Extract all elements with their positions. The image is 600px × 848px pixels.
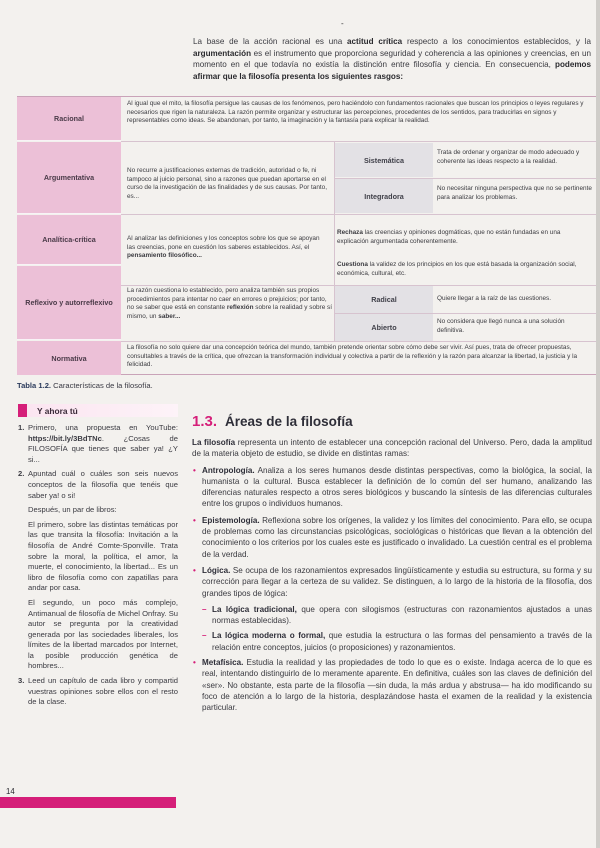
activity-2-book-1: El primero, sobre las distintas temáticas por las que transita la filosofía: Invitación a la filosofía de André Comte-Sponville. Trata sobre la moral, la política, el amor, la muerte, el conocimiento, la libertad... Es un libro de filosofía como con zapatillas para andar por casa. (28, 519, 178, 593)
sidebar-header (18, 404, 178, 417)
sub-label-sistematica: Sistemática (335, 143, 433, 177)
cell-bold: reflexión (226, 304, 254, 312)
row-text-analitica (127, 235, 327, 267)
sub-label-abierto: Abierto (335, 314, 433, 341)
col-divider (334, 142, 335, 214)
cell-text: Al analizar las definiciones y los conceptos sobre los que se apoyan las creencias, pone en cuestión los saberes establecidos. Así, el (127, 235, 320, 251)
sub-text-integradora: No necesitar ninguna perspectiva que no se pertinente para analizar los problemas. (437, 185, 592, 201)
term: La lógica tradicional, (212, 604, 297, 614)
intro-paragraph (193, 36, 591, 82)
activity-3 (18, 676, 178, 708)
activity-text: . ¿Cosas de FILOSOFÍA que tienes que saber ya! ¿Y si... (28, 433, 178, 464)
area-logica (192, 565, 592, 599)
term: Lógica. (202, 565, 231, 575)
row-label-analitica: Analítica-crítica (17, 215, 121, 265)
activity-number: 1. (18, 423, 25, 432)
area-metafisica (192, 657, 592, 713)
row-text-reflexivo (127, 287, 332, 339)
term: La filosofía (192, 438, 236, 447)
caption-label: Tabla 1.2. (17, 381, 52, 390)
logic-traditional (192, 604, 592, 627)
footer-accent-bar (0, 797, 176, 808)
header-mark: - (341, 19, 344, 28)
activity-2-books-intro: Después, un par de libros: (28, 505, 117, 515)
activity-link[interactable]: https://bit.ly/3BdTNc (28, 433, 102, 443)
col-divider (334, 286, 335, 341)
row-divider (121, 341, 597, 342)
caption-text: Características de la filosofía. (51, 381, 153, 390)
sub-label-radical: Radical (335, 286, 433, 313)
cell-text: las creencias y opiniones dogmáticas, que no están fundadas en una explicación argumentada coherentemente. (337, 229, 561, 245)
intro-text: es el instrumento que proporciona seguridad y coherencia a las opiniones y creencias, en un momento en el que todavía no existía la distinción entre filosofía y ciencia. En consecuencia, (193, 48, 591, 69)
body-text: que opera con silogismos (estructuras con razonamientos ajustados a unas normas establecidas). (212, 604, 592, 626)
row-text-normativa: La filosofía no solo quiere dar una concepción teórica del mundo, también pretende orientar sobre cómo debe ser vivir. Así pues, trata de ofrecer propuestas, consultables a través de la crítica, que ofrezcan la transformación individual y colectiva a partir de la reflexión y la razón para alcanzar la libertad, la justicia y la felicidad. (127, 344, 578, 369)
row-text-argumentativa: No recurre a justificaciones externas de tradición, autoridad o fe, ni tampoco al juicio personal, sino a razones que puedan aportarse en el curso de la investigación de las finalidades y de sus causas. Por tanto, es... (127, 167, 327, 200)
sidebar-title: Y ahora tú (37, 405, 78, 416)
activity-sidebar (18, 404, 178, 712)
intro-bold: actitud crítica (347, 37, 403, 46)
body-text: representa un intento de establecer una concepción racional del Universo. Pero, dada la amplitud de la materia objeto de estudio, se divide en distintas ramas: (192, 438, 592, 459)
main-text (192, 437, 592, 719)
table-caption (17, 381, 153, 390)
body-text: Reflexiona sobre los orígenes, la validez y los límites del conocimiento. Para ello, se ocupa de problemas como las circunstancias psicológicas, sociológicas o históricas que llevan a la obtención del conocimiento o los criterios por los cuales este es justificado o invalidado. La cuestión central es el problema de la verdad. (202, 515, 592, 559)
square-bullet-icon (18, 404, 27, 417)
term: Epistemología. (202, 515, 260, 525)
logic-modern (192, 630, 592, 653)
cell-bold: saber... (158, 312, 181, 320)
row-label-argumentativa: Argumentativa (17, 142, 121, 214)
cell-text: la validez de los principios en los que está basada la organización social, económica, cultural, etc. (337, 261, 577, 277)
term: Antropología. (202, 465, 255, 475)
activity-2 (18, 469, 178, 501)
term: La lógica moderna o formal, (212, 631, 326, 641)
activity-text: Leed un capítulo de cada libro y compartid vuestras opiniones sobre ellos con el resto de la clase. (28, 676, 178, 707)
row-divider (121, 141, 597, 142)
sub-text-abierto: No considera que llegó nunca a una solución definitiva. (437, 318, 565, 334)
row-label-normativa: Normativa (17, 341, 121, 375)
page-edge-shadow (596, 0, 600, 848)
intro-bold: argumentación (193, 48, 252, 58)
sub-text-radical: Quiere llegar a la raíz de las cuestiones. (437, 295, 552, 302)
body-text: que estudia la estructura o las formas del pensamiento a través de la relación entre conceptos, juicios (o proposiciones) y razonamientos. (212, 631, 592, 652)
page-number: 14 (6, 787, 15, 796)
cell-bold: pensamiento filosófico... (127, 252, 202, 260)
section-heading (192, 413, 353, 430)
activity-1 (18, 423, 178, 465)
term: Metafísica. (202, 658, 244, 668)
activity-text: Primero, una propuesta en YouTube: (28, 423, 178, 432)
cell-bold: Rechaza (337, 229, 363, 236)
cell-text: La razón cuestiona lo establecido, pero analiza también sus propios procedimientos para intentar no caer en errores o prejuicios; por tanto, no se saber que está en constante (127, 287, 327, 312)
cell-bold: Cuestiona (337, 261, 368, 268)
intro-bold: podemos afirmar que la filosofía presenta los siguientes rasgos: (193, 60, 591, 81)
sub-label-integradora: Integradora (335, 179, 433, 213)
activity-number: 3. (18, 676, 25, 686)
sub-text-rechaza (337, 229, 593, 247)
body-text: Analiza a los seres humanos desde distintas perspectivas, como la biológica, la social, la humanista o la cultural. Busca establecer la definición de lo común del ser humano, analizando las diferencias naturales respecto a otros seres biológicos y buscando la síntesis de las diferencias culturales entre los grupos o individuos humanos. (202, 465, 592, 509)
characteristics-table (17, 96, 597, 375)
activity-text: Apuntad cuál o cuáles son seis nuevos conceptos de la filosofía que tenéis que saber ya! o si! (28, 469, 178, 500)
area-antropologia (192, 465, 592, 510)
row-label-racional: Racional (17, 97, 121, 141)
main-intro (192, 437, 592, 460)
section-number: 1.3. (192, 413, 218, 430)
area-epistemologia (192, 515, 592, 560)
body-text: Estudia la realidad y las propiedades de todo lo que es o existe. Indaga acerca de lo que es real, intentando distinguirlo de lo meramente aparente. En definitiva, cuáles son las claves de definición del «ser». No obstante, esta parte de la filosofía —sin duda, la más ardua y abstrusa— ha ido modificando su foco de atención a lo largo de la historia, desplazándose hasta el examen de la realidad y la existencia particular. (202, 658, 592, 713)
section-title: Áreas de la filosofía (225, 414, 353, 429)
sidebar-body (18, 423, 178, 708)
row-text-racional: Al igual que el mito, la filosofía persigue las causas de los fenómenos, pero haciéndolo con fundamentos racionales que buscan los principios o leyes regulares y necesarios que rigen la naturaleza. La razón permite organizar y estructurar las percepciones, procedentes de los sentidos, para traducirlas en signos y representables como ideas. Se abandonan, por tanto, la imaginación y la fantasía para explicar la realidad. (127, 100, 584, 125)
intro-text: La base de la acción racional es una (193, 37, 348, 46)
sub-text-sistematica: Trata de ordenar y organizar de modo adecuado y coherente las ideas respecto a la realidad. (437, 149, 580, 165)
row-label-reflexivo: Reflexivo y autorreflexivo (17, 266, 121, 340)
body-text: Se ocupa de los razonamientos expresados lingüísticamente y estudia su estructura, su forma y su corrección para llegar a la certeza de su validez. Se distinguen, a lo largo de la historia de la filosofía, dos grandes tipos de lógica: (202, 565, 592, 598)
intro-text: respecto a los conocimientos establecidos, y la (402, 37, 591, 46)
col-divider (334, 215, 335, 285)
activity-2-book-2: El segundo, un poco más complejo, Antimanual de filosofía de Michel Onfray. Su autor se pregunta por la creatividad generada por las sociedades liberales, los límites de la libertad marcados por Internet, la posible producción genética de hombres... (28, 597, 178, 671)
activity-number: 2. (18, 469, 25, 479)
sub-text-cuestiona (337, 261, 593, 279)
cell-text: sobre la realidad y sobre sí mismo, un (127, 304, 332, 320)
row-divider (121, 214, 597, 215)
